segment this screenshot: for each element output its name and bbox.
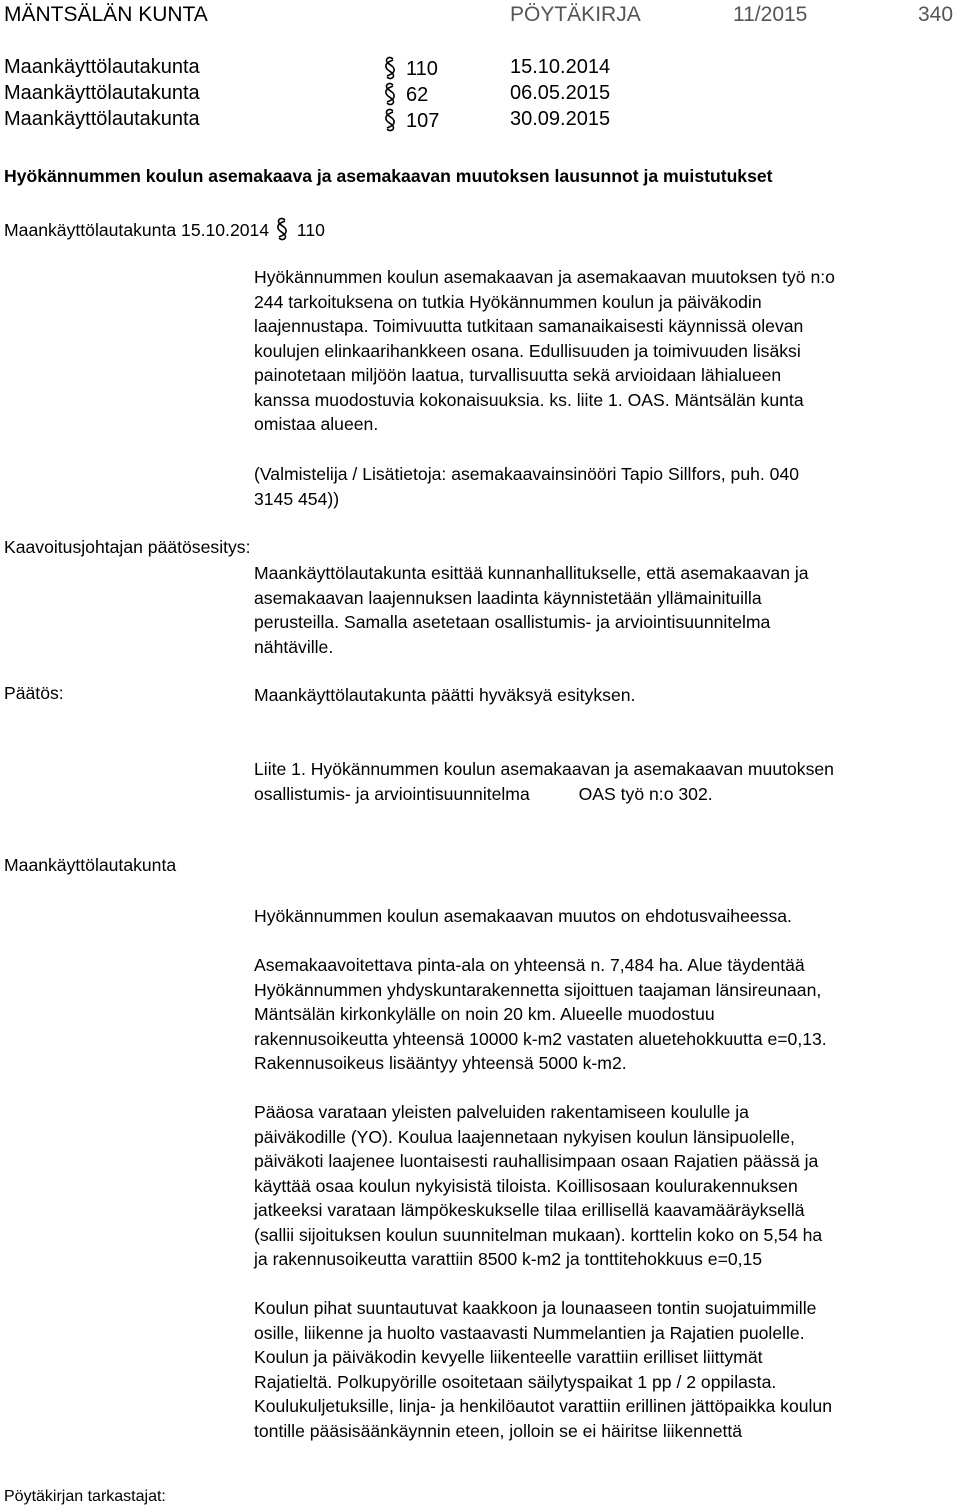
reference-date: 30.09.2015 (510, 108, 611, 130)
section-icon (382, 56, 398, 80)
section-icon (382, 82, 398, 106)
status-paragraph: Hyökännummen koulun asemakaavan muutos on ehdotusvaiheessa. (254, 906, 792, 926)
attachment-reference: Liite 1. Hyökännummen koulun asemakaavan ja asemakaavan muutoksen osallistumis- ja arviointisuunnitelma OAS työ n:o 302. (254, 759, 834, 804)
section-icon (382, 108, 398, 132)
municipality-name: MÄNTSÄLÄN KUNTA (4, 3, 208, 26)
reviewers-label: Pöytäkirjan tarkastajat: (4, 1488, 166, 1505)
reference-body: Maankäyttölautakunta (4, 108, 200, 130)
reference-number: 62 (382, 82, 428, 107)
traffic-paragraph: Koulun pihat suuntautuvat kaakkoon ja lounaaseen tontin suojatuimmille osille, liikenne ja huolto vastaavasti Nummelantien ja Rajatien puolelle. Koulun ja päiväkodin kevyelle liikenteelle varattiin erilliset liittymät Rajatieltä. Polkupyörille osoitetaan säilytyspaikat 1 pp / 2 oppilasta. Koulukuljetuksille, linja- ja henkilöautot varattiin erillinen jättöpaikka koulun tontille pääsisäänkäynnin eteen, jolloin se ei häiritse liikennettä (254, 1298, 832, 1441)
background-paragraph: Hyökännummen koulun asemakaavan ja asemakaavan muutoksen työ n:o 244 tarkoituksena on tutkia Hyökännummen koulun ja päiväkodin laajennustapa. Toimivuutta tutkitaan samanaikaisesti käynnissä olevan koulujen elinkaarihankkeen osana. Edullisuuden ja toimivuuden lisäksi painotetaan miljöön laatua, turvallisuutta sekä arvioidaan lähialueen kanssa muodostuvia kokonaisuuksia. ks. liite 1. OAS. Mäntsälän kunta omistaa alueen. (254, 267, 835, 434)
reference-number: 110 (382, 56, 438, 81)
meeting-heading-2: Maankäyttölautakunta (4, 855, 177, 875)
land-use-paragraph: Pääosa varataan yleisten palveluiden rakentamiseen koululle ja päiväkodille (YO). Koulua laajennetaan nykyisen koulun länsipuolelle, päiväkoti laajenee luontaisesti rauhallisimpaan osaan Rajatien päässä ja käyttää osaa koulun nykyisistä tiloista. Koillisosaan koulurakennuksen jatkeeksi varataan lämpökeskukselle tilaa erillisellä kaavamääräyksellä (sallii sijoituksen koulun suunnitelman mukaan). korttelin koko on 5,54 ha ja rakennusoikeutta varattiin 8500 k-m2 ja tonttitehokkuus e=0,15 (254, 1102, 823, 1269)
document-type: PÖYTÄKIRJA (510, 3, 641, 26)
section-icon (274, 217, 290, 241)
reference-body: Maankäyttölautakunta (4, 56, 200, 78)
reference-date: 15.10.2014 (510, 56, 611, 78)
decision-label: Päätös: (4, 683, 64, 703)
decision-text: Maankäyttölautakunta päätti hyväksyä esityksen. (254, 685, 636, 705)
document-title: Hyökännummen koulun asemakaava ja asemakaavan muutoksen lausunnot ja muistutukset (4, 166, 773, 186)
page-number: 340 (918, 3, 954, 26)
issue-number: 11/2015 (733, 3, 808, 26)
meeting-heading: Maankäyttölautakunta 15.10.2014 110 (4, 217, 325, 241)
reference-date: 06.05.2015 (510, 82, 611, 104)
reference-number: 107 (382, 108, 439, 133)
proposal-label: Kaavoitusjohtajan päätösesitys: (4, 537, 251, 557)
reference-body: Maankäyttölautakunta (4, 82, 200, 104)
proposal-text: Maankäyttölautakunta esittää kunnanhallitukselle, että asemakaavan ja asemakaavan laajennuksen laadinta käynnistetään yllämainituilla perusteilla. Samalla asetetaan osallistumis- ja arviointisuunnitelma nähtäville. (254, 563, 809, 657)
area-paragraph: Asemakaavoitettava pinta-ala on yhteensä n. 7,484 ha. Alue täydentää Hyökännummen yhdyskuntarakennetta sijoittuen taajaman länsireunaan, Mäntsälän kirkonkylälle on noin 20 km. Alueelle muodostuu rakennusoikeutta yhteensä 10000 k-m2 vastaten aluetehokkuutta e=0,13. Rakennusoikeus lisääntyy yhteensä 5000 k-m2. (254, 955, 827, 1073)
preparer-info: (Valmistelija / Lisätietoja: asemakaavainsinööri Tapio Sillfors, puh. 040 3145 454)) (254, 464, 800, 509)
